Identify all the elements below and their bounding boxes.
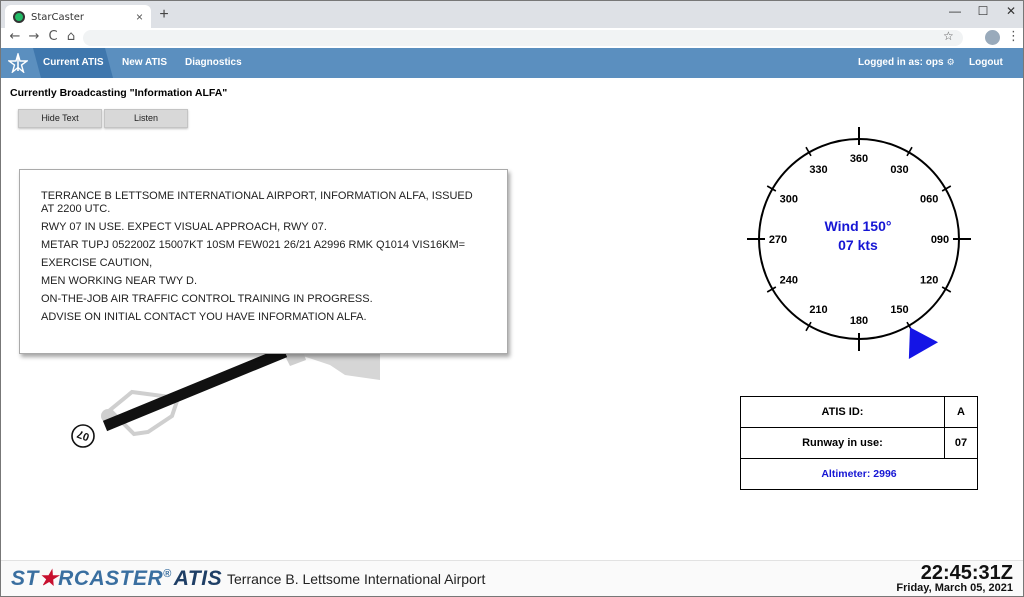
starcaster-brand <box>11 566 222 591</box>
runway-label: 07 <box>75 427 92 443</box>
atis-line: EXERCISE CAUTION, <box>41 257 153 269</box>
compass-label: 150 <box>890 304 909 317</box>
wind-direction-arrow-icon <box>909 327 938 359</box>
altimeter-value: Altimeter: 2996 <box>741 459 978 490</box>
new-tab-button[interactable]: + <box>159 6 169 23</box>
wind-direction: Wind 150° <box>824 218 892 234</box>
atis-line: ADVISE ON INITIAL CONTACT YOU HAVE INFORMATION ALFA. <box>41 311 367 323</box>
logged-in-label: Logged in as: ops <box>858 57 944 68</box>
page-title: Currently Broadcasting "Information ALFA" <box>10 87 228 99</box>
forward-arrow-icon[interactable]: → <box>28 29 40 44</box>
logged-in-user[interactable] <box>858 57 955 68</box>
minimize-button[interactable]: — <box>949 4 961 18</box>
bookmark-star-icon[interactable]: ☆ <box>943 29 954 43</box>
table-row <box>741 459 978 490</box>
logout-link[interactable]: Logout <box>969 57 1003 68</box>
nav-new-atis[interactable]: New ATIS <box>122 57 168 68</box>
compass-label: 090 <box>930 234 950 246</box>
table-row <box>741 397 978 428</box>
footer <box>1 560 1023 597</box>
compass-label: 330 <box>809 163 828 176</box>
brand-start: ST <box>11 567 39 590</box>
compass-label: 060 <box>919 193 939 206</box>
app-navbar <box>1 48 1023 78</box>
compass-label: 120 <box>919 274 939 287</box>
table-row <box>741 428 978 459</box>
compass-label: 210 <box>809 304 828 317</box>
airport-name: Terrance B. Lettsome International Airport <box>227 571 486 587</box>
compass-label: 030 <box>890 163 909 176</box>
atis-id-value: A <box>944 397 977 428</box>
favicon-icon <box>13 11 25 23</box>
atis-info-table <box>740 396 978 490</box>
back-arrow-icon[interactable]: ← <box>9 29 21 44</box>
window-close-button[interactable]: ✕ <box>1005 4 1017 18</box>
brand-rest: RCASTER <box>58 567 164 590</box>
atis-line: RWY 07 IN USE. EXPECT VISUAL APPROACH, RWY 07. <box>41 221 327 233</box>
atis-id-label: ATIS ID: <box>741 397 945 428</box>
atis-line: ON-THE-JOB AIR TRAFFIC CONTROL TRAINING IN PROGRESS. <box>41 293 373 305</box>
atis-line: TERRANCE B LETTSOME INTERNATIONAL AIRPORT, INFORMATION ALFA, ISSUED AT 2200 UTC. <box>41 190 473 215</box>
compass-label: 360 <box>849 153 869 165</box>
profile-avatar[interactable] <box>985 30 1000 45</box>
atis-line: MEN WORKING NEAR TWY D. <box>41 275 198 287</box>
brand-star-icon: ★ <box>38 567 59 590</box>
atis-text-panel <box>19 169 508 354</box>
wind-speed: 07 kts <box>838 237 878 253</box>
compass-label: 180 <box>849 315 869 327</box>
runway-in-use-label: Runway in use: <box>741 428 945 459</box>
nav-diagnostics[interactable]: Diagnostics <box>185 57 242 68</box>
browser-toolbar <box>0 28 1024 48</box>
listen-button[interactable]: Listen <box>104 109 188 128</box>
brand-atis: ATIS <box>173 567 223 590</box>
gear-icon[interactable]: ⚙ <box>946 58 955 68</box>
browser-tabstrip <box>0 0 1024 28</box>
tab-close-icon[interactable]: × <box>135 10 143 24</box>
atis-line: METAR TUPJ 052200Z 15007KT 10SM FEW021 26/21 A2996 RMK Q1014 VIS16KM= <box>41 239 466 251</box>
home-icon[interactable]: ⌂ <box>66 29 76 44</box>
compass-label: 240 <box>779 274 799 287</box>
brand-registered: ® <box>163 568 172 580</box>
compass-label: 300 <box>779 193 799 206</box>
browser-tab[interactable] <box>5 5 151 29</box>
current-date: Friday, March 05, 2021 <box>896 582 1013 594</box>
maximize-button[interactable]: ☐ <box>977 4 989 18</box>
compass-label: 270 <box>768 234 788 246</box>
hide-text-button[interactable]: Hide Text <box>18 109 102 128</box>
runway-in-use-value: 07 <box>944 428 977 459</box>
address-bar[interactable] <box>83 30 963 46</box>
browser-menu-icon[interactable]: ⋮ <box>1007 29 1020 44</box>
tab-title: StarCaster <box>31 11 85 23</box>
utc-clock: 22:45:31Z <box>920 562 1013 584</box>
starcaster-logo-icon[interactable] <box>8 53 28 73</box>
reload-icon[interactable]: C <box>48 29 58 44</box>
wind-readout <box>798 217 918 255</box>
nav-current-atis[interactable]: Current ATIS <box>43 57 104 68</box>
